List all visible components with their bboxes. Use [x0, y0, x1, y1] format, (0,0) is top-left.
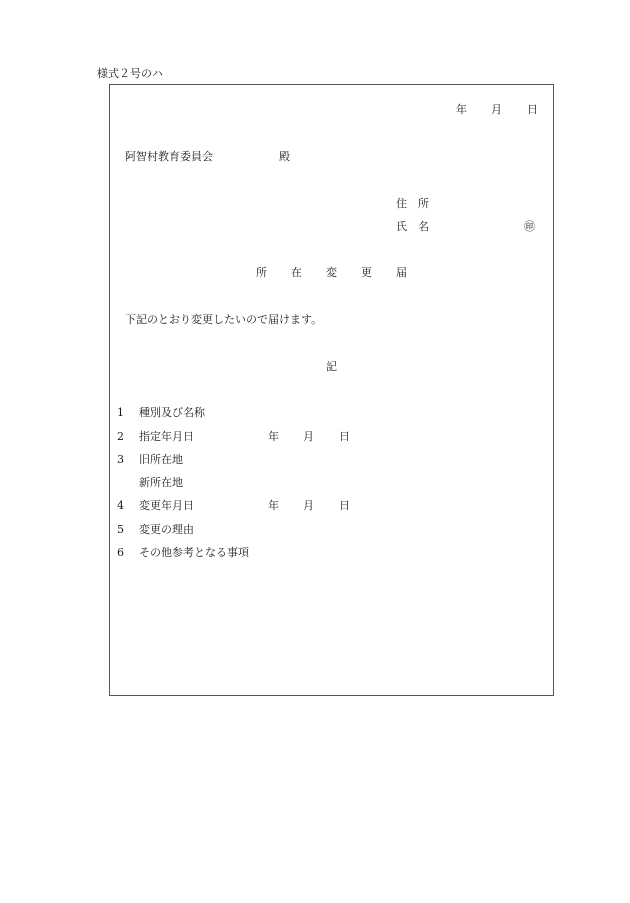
addressee-name: 阿智村教育委員会	[125, 150, 213, 163]
name-label: 氏 名	[396, 220, 429, 233]
seal-mark: ㊞	[524, 220, 535, 233]
date-day: 日	[527, 103, 538, 116]
item-month: 月	[303, 499, 314, 512]
item-year: 年	[268, 430, 279, 443]
item-year: 年	[268, 499, 279, 512]
intro-text: 下記のとおり変更したいので届けます。	[125, 313, 323, 326]
address-label: 住 所	[396, 197, 429, 210]
item-label: 新所在地	[139, 476, 183, 489]
item-number: 4	[117, 499, 124, 512]
item-day: 日	[339, 430, 350, 443]
item-label: 変更の理由	[139, 523, 194, 536]
title-char-5: 届	[396, 266, 407, 279]
item-label: その他参考となる事項	[139, 546, 249, 559]
title-char-1: 所	[256, 266, 267, 279]
item-day: 日	[339, 499, 350, 512]
item-number: 2	[117, 430, 124, 443]
item-month: 月	[303, 430, 314, 443]
title-char-2: 在	[291, 266, 302, 279]
item-label: 指定年月日	[139, 430, 194, 443]
ki-label: 記	[326, 360, 337, 373]
item-number: 3	[117, 453, 124, 466]
date-month: 月	[491, 103, 502, 116]
form-frame	[109, 84, 554, 696]
title-char-3: 変	[326, 266, 337, 279]
form-label: 様式２号のハ	[97, 67, 163, 80]
addressee-honorific: 殿	[279, 150, 290, 163]
item-label: 種別及び名称	[139, 406, 205, 419]
item-number: 5	[117, 523, 124, 536]
item-number: 1	[117, 406, 124, 419]
item-number: 6	[117, 546, 124, 559]
item-label: 旧所在地	[139, 453, 183, 466]
title-char-4: 更	[361, 266, 372, 279]
date-year: 年	[456, 103, 467, 116]
item-label: 変更年月日	[139, 499, 194, 512]
